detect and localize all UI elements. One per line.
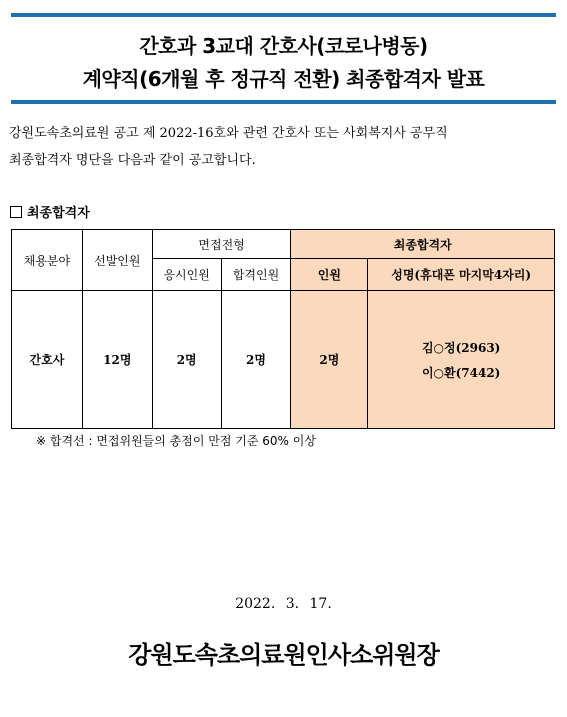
header-final: 최종합격자 (291, 230, 555, 259)
footnote: ※ 합격선 : 면접위원들의 총점이 만점 기준 60% 이상 (36, 434, 316, 448)
cell-field: 간호사 (12, 291, 83, 429)
section-label: 최종합격자 (27, 206, 90, 221)
announcement-date: 2022. 3. 17. (235, 596, 332, 612)
cell-passed: 2명 (221, 291, 291, 429)
cell-names (368, 291, 555, 429)
cell-count: 2명 (291, 291, 368, 429)
title-line-2: 계약직(6개월 후 정규직 전환) 최종합격자 발표 (82, 67, 485, 91)
title-line-1: 간호과 3교대 간호사(코로나병동) (139, 34, 428, 58)
section-heading (10, 202, 90, 221)
result-table (11, 229, 555, 429)
table-row (12, 291, 555, 429)
top-rule (11, 13, 556, 17)
header-passed: 합격인원 (221, 259, 291, 291)
header-quota: 선발인원 (82, 230, 152, 291)
cell-applicants: 2명 (152, 291, 221, 429)
cell-quota: 12명 (82, 291, 152, 429)
intro-line-1: 강원도속초의료원 공고 제 2022-16호와 관련 간호사 또는 사회복지사 공무직 (9, 126, 448, 141)
intro-line-2: 최종합격자 명단을 다음과 같이 공고합니다. (9, 153, 256, 168)
header-interview: 면접전형 (152, 230, 291, 259)
passer-name: 이○환(7442) (421, 365, 501, 380)
header-applicants: 응시인원 (152, 259, 221, 291)
passer-name: 김○정(2963) (421, 340, 501, 355)
header-count: 인원 (291, 259, 368, 291)
square-bullet-icon (10, 206, 22, 218)
header-names: 성명(휴대폰 마지막4자리) (368, 259, 555, 291)
header-field: 채용분야 (12, 230, 83, 291)
bottom-rule (11, 100, 556, 104)
signer: 강원도속초의료원인사소위원장 (128, 640, 439, 669)
